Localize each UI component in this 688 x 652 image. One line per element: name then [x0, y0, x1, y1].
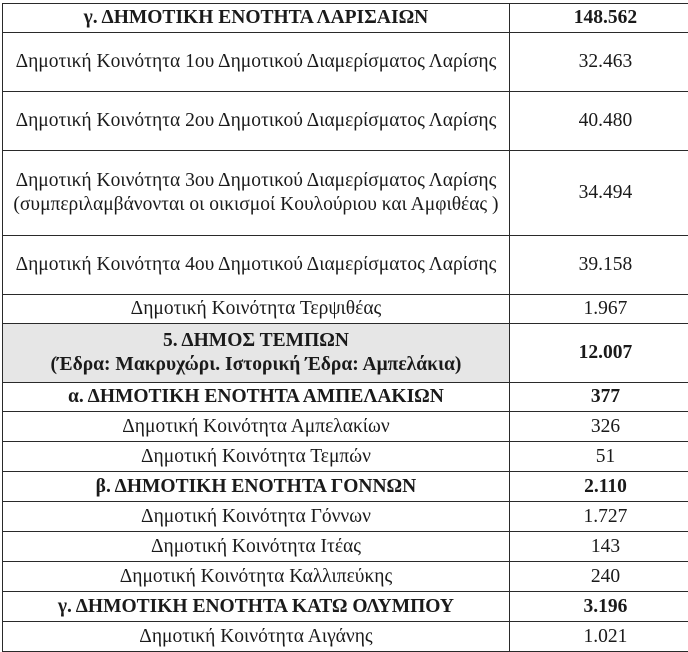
row-value: 326: [509, 412, 688, 442]
row-value: 1.021: [509, 622, 688, 652]
row-name: Δημοτική Κοινότητα Ιτέας: [3, 532, 510, 562]
row-value: 39.158: [509, 236, 688, 295]
table-row-unit-larisaion: [3, 4, 688, 33]
municipality-name: 5. ΔΗΜΟΣ ΤΕΜΠΩΝ: [162, 330, 349, 351]
row-name: γ. ΔΗΜΟΤΙΚΗ ΕΝΟΤΗΤΑ ΛΑΡΙΣΑΙΩΝ: [3, 4, 510, 33]
row-name: Δημοτική Κοινότητα Αιγάνης: [3, 622, 510, 652]
row-name: Δημοτική Κοινότητα 2ου Δημοτικού Διαμερίσματος Λαρίσης: [3, 92, 510, 151]
table-row-unit-kato-olympou: [3, 592, 688, 622]
row-value: 2.110: [509, 472, 688, 502]
row-name: Δημοτική Κοινότητα Αμπελακίων: [3, 412, 510, 442]
row-value: 148.562: [509, 4, 688, 33]
table-row: [3, 151, 688, 236]
table-row: [3, 33, 688, 92]
row-value: 377: [509, 383, 688, 412]
row-value: 1.727: [509, 502, 688, 532]
table-row: [3, 562, 688, 592]
table-row: [3, 412, 688, 442]
row-value: 34.494: [509, 151, 688, 236]
table-row-unit-gonnon: [3, 472, 688, 502]
row-name: Δημοτική Κοινότητα 1ου Δημοτικού Διαμερίσματος Λαρίσης: [3, 33, 510, 92]
table-row-unit-ampelakion: [3, 383, 688, 412]
row-name: Δημοτική Κοινότητα Τερψιθέας: [3, 295, 510, 324]
municipality-seat: (Έδρα: Μακρυχώρι. Ιστορική Έδρα: Αμπελάκια): [50, 354, 462, 375]
row-value: 3.196: [509, 592, 688, 622]
row-value: 51: [509, 442, 688, 472]
table-row: [3, 532, 688, 562]
row-value: 143: [509, 532, 688, 562]
row-name: Δημοτική Κοινότητα 4ου Δημοτικού Διαμερίσματος Λαρίσης: [3, 236, 510, 295]
row-name: Δημοτική Κοινότητα Γόννων: [3, 502, 510, 532]
row-name: β. ΔΗΜΟΤΙΚΗ ΕΝΟΤΗΤΑ ΓΟΝΝΩΝ: [3, 472, 510, 502]
table-row: [3, 502, 688, 532]
row-value: 240: [509, 562, 688, 592]
population-table: [2, 3, 688, 652]
row-value: 12.007: [509, 324, 688, 383]
row-name: Δημοτική Κοινότητα Τεμπών: [3, 442, 510, 472]
row-name: Δημοτική Κοινότητα 3ου Δημοτικού Διαμερίσματος Λαρίσης (συμπεριλαμβάνονται οι οικισμοί Κουλούριου και Αμφιθέας ): [3, 151, 510, 236]
row-value: 40.480: [509, 92, 688, 151]
row-value: 32.463: [509, 33, 688, 92]
row-name: α. ΔΗΜΟΤΙΚΗ ΕΝΟΤΗΤΑ ΑΜΠΕΛΑΚΙΩΝ: [3, 383, 510, 412]
table-row: [3, 295, 688, 324]
table-row-municipality-tempi: [3, 324, 688, 383]
table-row: [3, 236, 688, 295]
row-value: 1.967: [509, 295, 688, 324]
table-row: [3, 92, 688, 151]
municipality-name-cell: [3, 324, 510, 383]
row-name: Δημοτική Κοινότητα Καλλιπεύκης: [3, 562, 510, 592]
table-row: [3, 442, 688, 472]
row-name: γ. ΔΗΜΟΤΙΚΗ ΕΝΟΤΗΤΑ ΚΑΤΩ ΟΛΥΜΠΟΥ: [3, 592, 510, 622]
table-row: [3, 622, 688, 652]
